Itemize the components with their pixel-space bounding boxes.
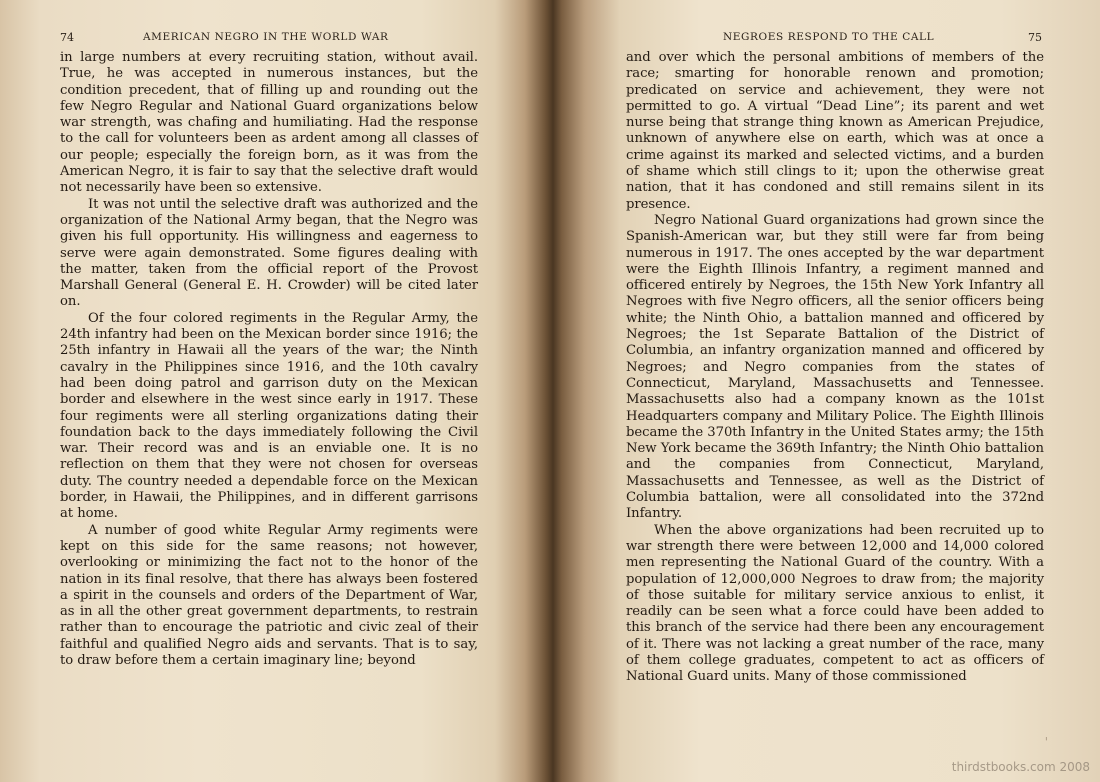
paragraph: Negro National Guard organizations had grown since the Spanish-American war, but they still were far from being numerous in 1917. The ones accepted by the war department were the Eighth Illinois Infantry, a regiment manned and officered entirely by Negroes, the 15th New York Infantry all Negroes with five Negro officers, all the senior officers being white; the Ninth Ohio, a battalion manned and officered by Negroes; the 1st Separate Battalion of the District of Columbia, an infantry organization manned and officered by Negroes; and Negro companies from the states of Connecticut, Maryland, Massachusetts and Tennessee. Massachusetts also had a company known as the 101st Headquarters company and Military Police. The Eighth Illinois became the 370th Infantry in the United States army; the 15th New York became the 369th Infantry; the Ninth Ohio battalion and the companies from Connecticut, Maryland, Massachusetts and Tennessee, as well as the District of Columbia battalion, were all consolidated into the 372nd Infantry.	[626, 212, 1044, 522]
paragraph: Of the four colored regiments in the Regular Army, the 24th infantry had been on the Mexican border since 1916; the 25th infantry in Hawaii all the years of the war; the Ninth cavalry in the Philippines since 1916, and the 10th cavalry had been doing patrol and garrison duty on the Mexican border and elsewhere in the west since early in 1917. These four regiments were all sterling organizations dating their foundation back to the days immediately following the Civil war. Their record was and is an enviable one. It is no reflection on them that they were not chosen for overseas duty. The country needed a dependable force on the Mexican border, in Hawaii, the Philippines, and in different garrisons at home.	[60, 310, 478, 522]
running-head: AMERICAN NEGRO IN THE WORLD WAR	[143, 31, 389, 43]
paragraph: It was not until the selective draft was authorized and the organization of the National Army began, that the Negro was given his full opportunity. His willingness and eagerness to serve were again demonstrated. Some figures dealing with the matter, taken from the official report of the Provost Marshall General (General E. H. Crowder) will be cited later on.	[60, 196, 478, 310]
left-page-body	[60, 50, 478, 669]
page-number: 75	[1028, 31, 1042, 44]
paragraph: A number of good white Regular Army regiments were kept on this side for the same reasons; not however, overlooking or minimizing the fact not to the honor of the nation in its final resolve, that there has always been fostered a spirit in the counsels and orders of the Department of War, as in all the other great government departments, to restrain rather than to encourage the patriotic and civic zeal of their faithful and qualified Negro aids and servants. That is to say, to draw before them a certain imaginary line; beyond	[60, 522, 478, 668]
paragraph: in large numbers at every recruiting station, without avail. True, he was accepted in numerous instances, but the condition precedent, that of filling up and rounding out the few Negro Regular and National Guard organizations below war strength, was chafing and humiliating. Had the response to the call for volunteers been as ardent among all classes of our people; especially the foreign born, as it was from the American Negro, it is fair to say that the selective draft would not necessarily have been so extensive.	[60, 50, 478, 196]
page-number: 74	[60, 31, 74, 44]
paragraph: and over which the personal ambitions of members of the race; smarting for honorable renown and promotion; predicated on service and achievement, they were not permitted to go. A virtual “Dead Line”; its parent and wet nurse being that strange thing known as American Prejudice, unknown of anywhere else on earth, which was at once a crime against its marked and selected victims, and a burden of shame which still clings to it; upon the otherwise great nation, that it has condoned and still remains silent in its presence.	[626, 50, 1044, 212]
watermark: thirdstbooks.com 2008	[951, 760, 1090, 774]
right-page-body	[626, 50, 1044, 686]
left-page	[0, 0, 548, 782]
margin-mark: '	[1044, 735, 1048, 749]
running-head: NEGROES RESPOND TO THE CALL	[723, 31, 935, 43]
right-page	[556, 0, 1100, 782]
paragraph: When the above organizations had been recruited up to war strength there were between 12,000 and 14,000 colored men representing the National Guard of the country. With a population of 12,000,000 Negroes to draw from; the majority of those suitable for military service anxious to enlist, it readily can be seen what a force could have been added to this branch of the service had there been any encouragement of it. There was not lacking a great number of the race, many of them college graduates, competent to act as officers of National Guard units. Many of those commissioned	[626, 522, 1044, 685]
